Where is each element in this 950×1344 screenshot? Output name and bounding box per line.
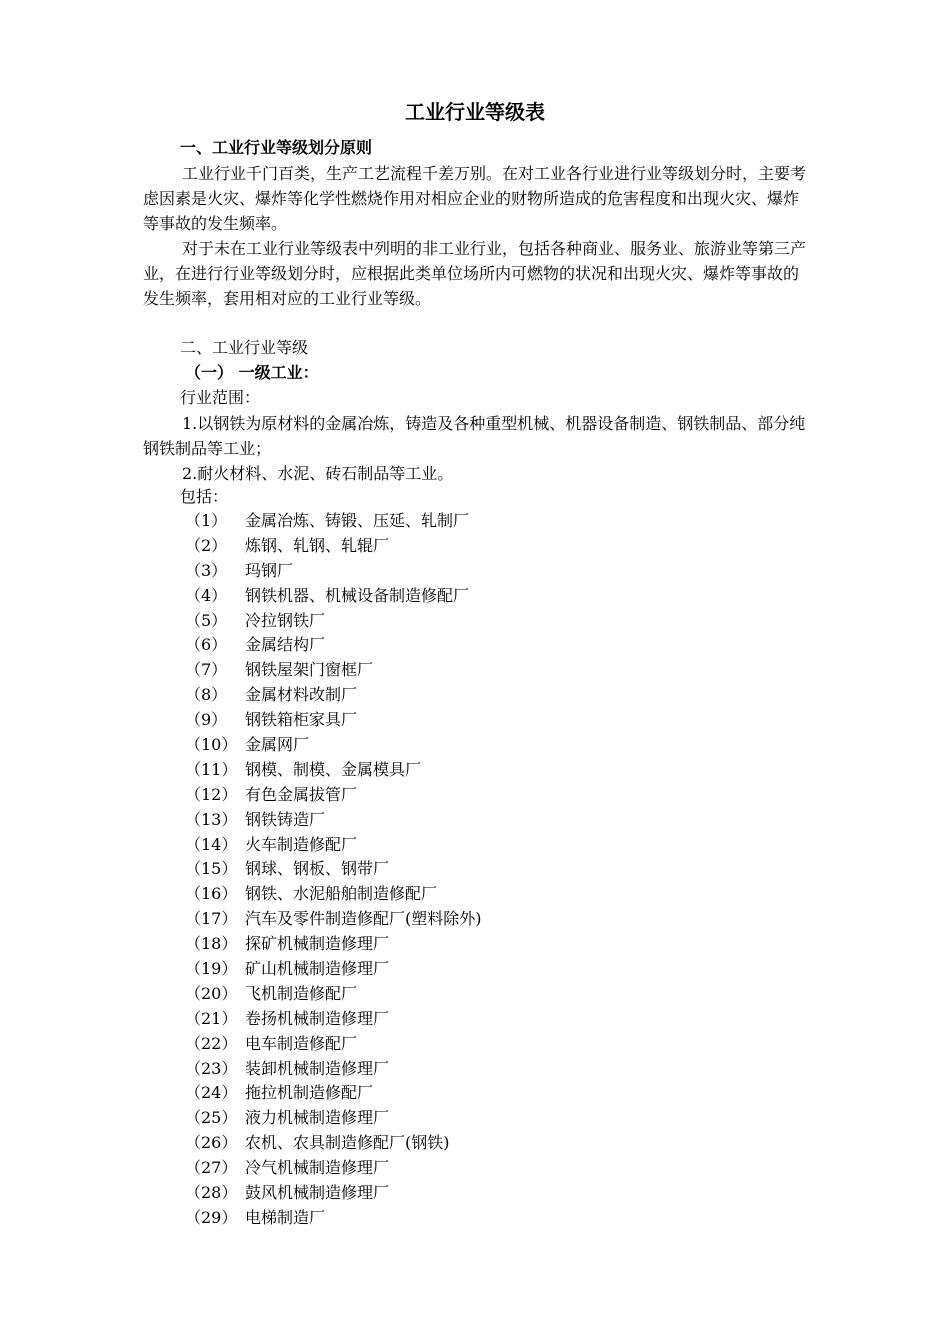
- list-item: [185, 534, 482, 559]
- list-item-text: 钢球、钢板、钢带厂: [245, 859, 390, 879]
- list-item-text: 钢铁箱柜家具厂: [245, 710, 358, 730]
- section-1-heading: 一、工业行业等级划分原则: [180, 138, 373, 157]
- list-item: [185, 882, 482, 907]
- list-item-number: （23）: [185, 1058, 238, 1078]
- includes-label: 包括：: [180, 487, 229, 506]
- list-item-number: （2）: [185, 535, 228, 555]
- list-item-number: （28）: [185, 1183, 238, 1203]
- list-item-text: 液力机械制造修理厂: [245, 1108, 390, 1128]
- list-item: [185, 559, 482, 584]
- section-1-paragraph-1: 工业行业千门百类，生产工艺流程千差万别。在对工业各行业进行业等级划分时，主要考虑因素是火灾、爆炸等化学性燃烧作用对相应企业的财物所造成的危害程度和出现火灾、爆炸等事故的发生频率。: [143, 164, 807, 233]
- list-item: [185, 932, 482, 957]
- list-item-number: （29）: [185, 1207, 238, 1227]
- list-item-number: （3）: [185, 560, 228, 580]
- list-item: [185, 758, 482, 783]
- scope-label: 行业范围：: [180, 388, 261, 407]
- list-item: [185, 1106, 482, 1131]
- list-item: [185, 633, 482, 658]
- list-item-number: （22）: [185, 1033, 238, 1053]
- list-item-text: 鼓风机械制造修理厂: [245, 1183, 390, 1203]
- list-item: [185, 708, 482, 733]
- list-item: [185, 683, 482, 708]
- list-item-number: （4）: [185, 585, 228, 605]
- list-item-number: （14）: [185, 834, 238, 854]
- list-item: [185, 1131, 482, 1156]
- list-item-text: 卷扬机械制造修理厂: [245, 1008, 390, 1028]
- list-item: [185, 783, 482, 808]
- list-item-number: （5）: [185, 610, 228, 630]
- list-item-text: 农机、农具制造修配厂(钢铁): [245, 1133, 450, 1153]
- list-item-text: 拖拉机制造修配厂: [245, 1083, 374, 1103]
- list-item-text: 汽车及零件制造修配厂(塑料除外): [245, 909, 482, 929]
- list-item-number: （17）: [185, 909, 238, 929]
- list-item-number: （25）: [185, 1108, 238, 1128]
- section-1-paragraph-2: 对于未在工业行业等级表中列明的非工业行业，包括各种商业、服务业、旅游业等第三产业，在进行行业等级划分时，应根据此类单位场所内可燃物的状况和出现火灾、爆炸等事故的发生频率，套用相对应的工业行业等级。: [143, 239, 807, 308]
- list-item-number: （16）: [185, 884, 238, 904]
- list-item-text: 冷拉钢铁厂: [245, 610, 326, 630]
- scope-item-1: 1.以钢铁为原材料的金属冶炼，铸造及各种重型机械、机器设备制造、钢铁制品、部分纯钢铁制品等工业；: [143, 414, 806, 458]
- list-item: [185, 658, 482, 683]
- section-2-heading: 二、工业行业等级: [180, 338, 309, 357]
- list-item-number: （8）: [185, 685, 228, 705]
- list-item-text: 探矿机械制造修理厂: [245, 934, 390, 954]
- list-item-text: 钢铁、水泥船舶制造修配厂: [245, 884, 438, 904]
- list-item-text: 冷气机械制造修理厂: [245, 1158, 390, 1178]
- list-item-number: （10）: [185, 735, 238, 755]
- list-item-text: 金属材料改制厂: [245, 685, 358, 705]
- list-item-number: （6）: [185, 635, 228, 655]
- list-item-text: 炼钢、轧钢、轧辊厂: [245, 535, 390, 555]
- list-item: [185, 1032, 482, 1057]
- list-item-number: （19）: [185, 959, 238, 979]
- list-item-number: （20）: [185, 983, 238, 1003]
- list-item: [185, 982, 482, 1007]
- list-item-number: （13）: [185, 809, 238, 829]
- list-item: [185, 1206, 482, 1231]
- list-item-text: 钢铁机器、机械设备制造修配厂: [245, 585, 470, 605]
- list-item: [185, 957, 482, 982]
- list-item-text: 电梯制造厂: [245, 1207, 326, 1227]
- list-item: [185, 808, 482, 833]
- list-item-text: 金属冶炼、铸锻、压延、轧制厂: [245, 511, 470, 530]
- list-item: [185, 1181, 482, 1206]
- list-item-text: 钢模、制模、金属模具厂: [245, 759, 422, 779]
- section-2-subheading: （一） 一级工业：: [185, 363, 319, 382]
- scope-item-2: 2.耐火材料、水泥、砖石制品等工业。: [182, 464, 454, 483]
- list-item-number: （21）: [185, 1008, 238, 1028]
- list-item-number: （1）: [185, 511, 228, 530]
- list-item-text: 钢铁屋架门窗框厂: [245, 660, 374, 680]
- list-item-number: （7）: [185, 660, 228, 680]
- list-item: [185, 1007, 482, 1032]
- list-item-number: （11）: [185, 759, 238, 779]
- list-item: [185, 1057, 482, 1082]
- list-item-text: 玛钢厂: [245, 560, 294, 580]
- list-item: [185, 857, 482, 882]
- industry-list: [185, 509, 482, 1231]
- list-item-number: （18）: [185, 934, 238, 954]
- list-item: [185, 733, 482, 758]
- list-item-text: 矿山机械制造修理厂: [245, 959, 390, 979]
- list-item-text: 钢铁铸造厂: [245, 809, 326, 829]
- list-item: [185, 833, 482, 858]
- list-item-number: （26）: [185, 1133, 238, 1153]
- list-item-text: 金属网厂: [245, 735, 310, 755]
- list-item-text: 装卸机械制造修理厂: [245, 1058, 390, 1078]
- list-item-number: （24）: [185, 1083, 238, 1103]
- list-item-number: （15）: [185, 859, 238, 879]
- list-item-text: 电车制造修配厂: [245, 1033, 358, 1053]
- list-item-number: （27）: [185, 1158, 238, 1178]
- list-item: [185, 609, 482, 634]
- list-item: [185, 907, 482, 932]
- list-item-text: 飞机制造修配厂: [245, 983, 358, 1003]
- list-item-text: 金属结构厂: [245, 635, 326, 655]
- list-item: [185, 1156, 482, 1181]
- list-item: [185, 584, 482, 609]
- list-item-text: 有色金属拔管厂: [245, 784, 358, 804]
- document-title: 工业行业等级表: [405, 100, 545, 124]
- list-item: [185, 509, 482, 534]
- list-item-text: 火车制造修配厂: [245, 834, 358, 854]
- list-item-number: （9）: [185, 710, 228, 730]
- list-item-number: （12）: [185, 784, 238, 804]
- list-item: [185, 1081, 482, 1106]
